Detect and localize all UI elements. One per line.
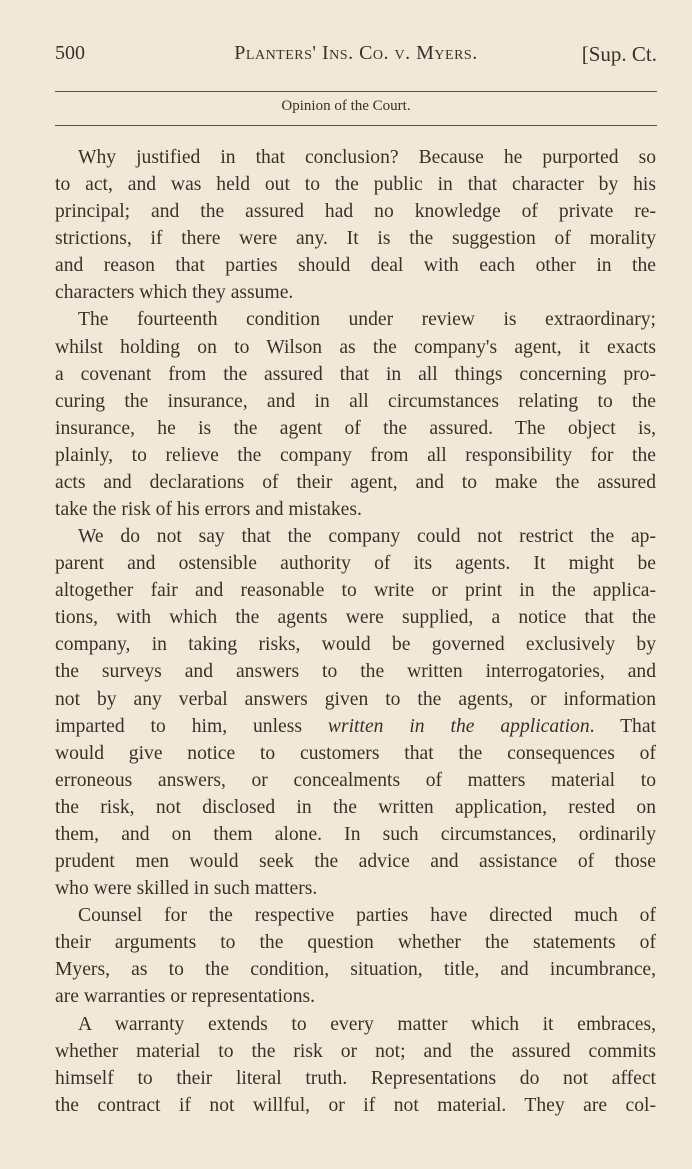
text-segment: . That	[589, 715, 656, 737]
text-line: strictions, if there were any. It is the suggestion of morality	[55, 228, 656, 250]
text-line: to act, and was held out to the public in that character by his	[55, 174, 656, 196]
text-line: altogether fair and reasonable to write or print in the applica-	[55, 580, 656, 602]
court-label: [Sup. Ct.	[581, 42, 657, 66]
text-line: their arguments to the question whether the statements of	[55, 932, 656, 954]
text-line: whether material to the risk or not; and the assured commits	[55, 1040, 656, 1062]
opinion-text	[55, 144, 656, 1119]
text-line: Myers, as to the condition, situation, title, and incumbrance,	[55, 959, 656, 981]
paragraph	[55, 523, 656, 902]
text-line: The fourteenth condition under review is extraordinary;	[78, 309, 656, 331]
text-line: acts and declarations of their agent, and to make the assured	[55, 471, 656, 493]
text-line: whilst holding on to Wilson as the company's agent, it exacts	[55, 336, 656, 358]
header-rule	[55, 91, 657, 92]
text-line: the surveys and answers to the written interrogatories, and	[55, 661, 656, 683]
section-subheading: Opinion of the Court.	[281, 98, 411, 114]
text-segment: imparted to him, unless	[55, 715, 328, 737]
text-line: Counsel for the respective parties have directed much of	[78, 905, 656, 927]
text-line: plainly, to relieve the company from all responsibility for the	[55, 444, 656, 466]
paragraph	[55, 1011, 656, 1119]
text-line: and reason that parties should deal with each other in the	[55, 255, 656, 277]
text-line: characters which they assume.	[55, 282, 294, 304]
text-line: We do not say that the company could not restrict the ap-	[78, 526, 656, 548]
text-line: principal; and the assured had no knowledge of private re-	[55, 201, 656, 223]
text-line: himself to their literal truth. Representations do not affect	[55, 1067, 656, 1089]
subheading-rule	[55, 125, 657, 126]
paragraph	[55, 144, 656, 306]
case-title: Planters' Ins. Co. v. Myers.	[234, 42, 478, 64]
text-line: curing the insurance, and in all circumstances relating to the	[55, 390, 656, 412]
text-line: not by any verbal answers given to the agents, or information	[55, 688, 656, 710]
text-line: a covenant from the assured that in all things concerning pro-	[55, 363, 656, 385]
text-line: insurance, he is the agent of the assured. The object is,	[55, 417, 656, 439]
text-line: A warranty extends to every matter which it embraces,	[78, 1013, 656, 1035]
paragraph	[55, 306, 656, 523]
text-line: the risk, not disclosed in the written application, rested on	[55, 796, 656, 818]
text-line: are warranties or representations.	[55, 986, 316, 1008]
text-line: parent and ostensible authority of its agents. It might be	[55, 553, 656, 575]
text-line: company, in taking risks, would be governed exclusively by	[55, 634, 656, 656]
page-number: 500	[55, 42, 85, 64]
text-line: would give notice to customers that the consequences of	[55, 742, 656, 764]
text-line: tions, with which the agents were supplied, a notice that the	[55, 607, 656, 629]
paragraph	[55, 902, 656, 1010]
text-line	[55, 713, 656, 740]
text-line: them, and on them alone. In such circumstances, ordinarily	[55, 823, 656, 845]
text-line: who were skilled in such matters.	[55, 878, 318, 900]
text-line: take the risk of his errors and mistakes.	[55, 499, 362, 521]
text-line: Why justified in that conclusion? Because he purported so	[78, 147, 656, 168]
text-line: the contract if not willful, or if not material. They are col-	[55, 1094, 656, 1116]
text-line: prudent men would seek the advice and assistance of those	[55, 851, 656, 873]
italic-phrase: written in the application	[327, 715, 590, 737]
text-line: erroneous answers, or concealments of matters material to	[55, 769, 656, 791]
running-header	[55, 38, 657, 68]
